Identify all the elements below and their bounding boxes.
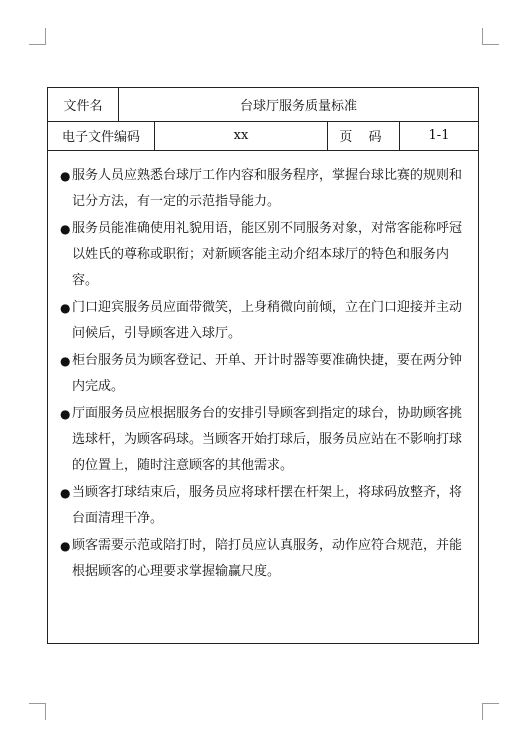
item-text: 顾客需要示范或陪打时，陪打员应认真服务，动作应符合规范，并能根据顾客的心理要求掌握输赢尺度。: [72, 538, 463, 579]
bullet-icon: ●: [60, 539, 71, 553]
crop-mark-top-right: [482, 28, 499, 45]
document-table: [47, 87, 479, 644]
item-text: 当顾客打球结束后，服务员应将球杆摆在杆架上，将球码放整齐，将台面清理干净。: [72, 485, 463, 526]
list-item: [60, 216, 466, 294]
header-row-meta: [48, 121, 478, 151]
list-item: [60, 533, 466, 585]
bullet-icon: ●: [60, 354, 71, 368]
list-item: [60, 163, 466, 215]
list-item: [60, 295, 466, 347]
file-code-label: 电子文件编码: [48, 121, 155, 150]
header-row-title: [48, 88, 478, 122]
crop-mark-top-left: [29, 28, 46, 45]
item-text: 厅面服务员应根据服务台的安排引导顾客到指定的球台，协助顾客挑选球杆，为顾客码球。当顾客开始打球后，服务员应站在不影响打球的位置上，随时注意顾客的其他需求。: [72, 406, 463, 473]
item-text: 柜台服务员为顾客登记、开单、开计时器等要准确快捷，要在两分钟内完成。: [72, 353, 463, 394]
bullet-icon: ●: [60, 301, 71, 315]
bullet-icon: ●: [60, 486, 71, 500]
page-label: 页 码: [328, 121, 400, 150]
standards-list: [48, 151, 478, 643]
bullet-icon: ●: [60, 169, 71, 183]
list-item: [60, 401, 466, 479]
list-item: [60, 480, 466, 532]
page-number: 1-1: [428, 128, 450, 143]
list-item: [60, 348, 466, 400]
document-title: 台球厅服务质量标准: [239, 99, 357, 114]
bullet-icon: ●: [60, 222, 71, 236]
item-text: 门口迎宾服务员应面带微笑，上身稍微向前倾，立在门口迎接并主动问候后，引导顾客进入球厅。: [72, 300, 463, 341]
item-text: 服务员能准确使用礼貌用语，能区别不同服务对象，对常客能称呼冠以姓氏的尊称或职衔；对新顾客能主动介绍本球厅的特色和服务内容。: [72, 221, 463, 288]
crop-mark-bottom-left: [29, 703, 46, 720]
file-name-label: 文件名: [48, 88, 119, 121]
bullet-icon: ●: [60, 407, 71, 421]
file-code-value: xx: [155, 121, 328, 150]
crop-mark-bottom-right: [482, 703, 499, 720]
item-text: 服务人员应熟悉台球厅工作内容和服务程序，掌握台球比赛的规则和记分方法，有一定的示范指导能力。: [72, 168, 463, 209]
